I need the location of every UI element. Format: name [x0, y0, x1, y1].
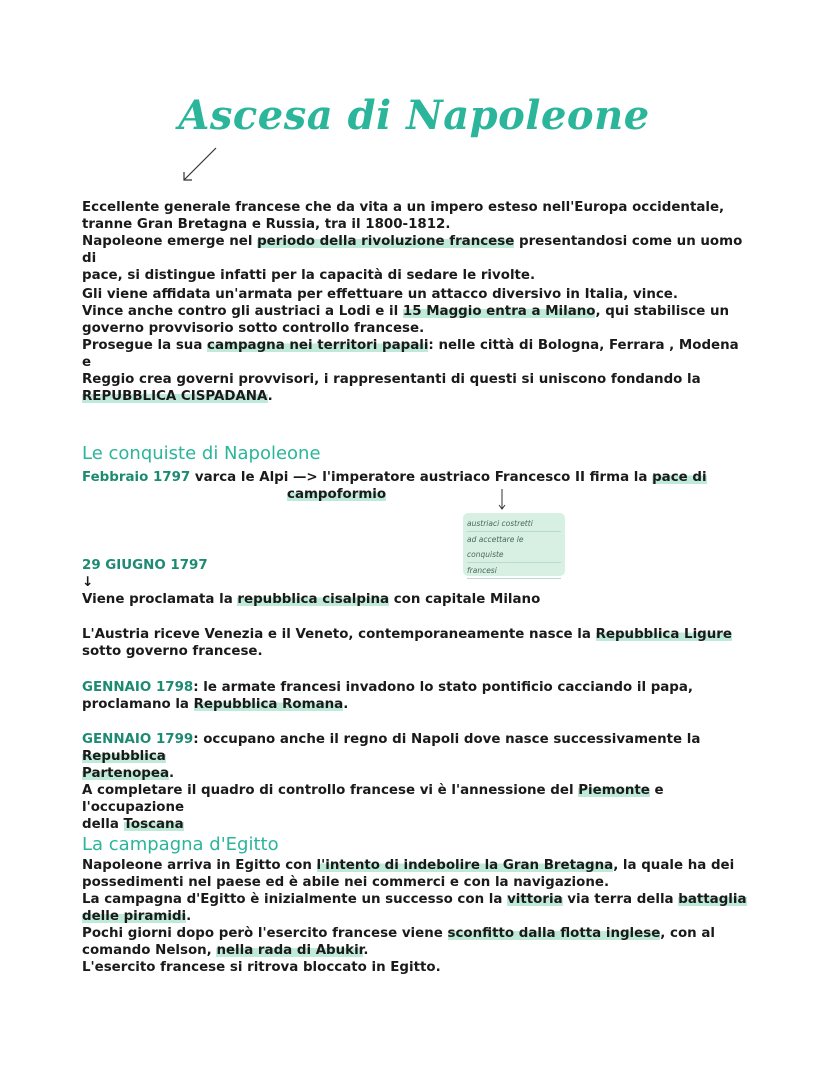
text-line: possedimenti nel paese ed è abile nei commerci e con la navigazione.: [82, 875, 610, 890]
text-line: Napoleone arriva in Egitto con: [82, 858, 317, 873]
febbraio-1797-entry: [82, 469, 752, 503]
text-line: .: [363, 943, 369, 958]
note-line: austriaci costretti: [467, 516, 561, 532]
text-line: .: [343, 697, 349, 712]
highlight: vittoria: [507, 892, 563, 907]
piemonte-entry: [82, 782, 752, 833]
text-line: presentandosi come un uomo di: [82, 234, 743, 266]
text-line: Napoleone emerge nel: [82, 234, 258, 249]
date-label: GENNAIO 1798: [82, 680, 194, 695]
text-line: con capitale Milano: [389, 592, 541, 607]
text-line: Reggio crea governi provvisori, i rappresentanti di questi si uniscono fondando la: [82, 372, 701, 387]
text-line: : occupano anche il regno di Napoli dove nasce successivamente la: [193, 732, 701, 747]
highlight: campagna nei territori papali: [207, 338, 429, 353]
text-line: , con al: [660, 926, 716, 941]
section-heading-conquiste: Le conquiste di Napoleone: [82, 443, 321, 464]
gennaio-1798-entry: [82, 679, 752, 713]
highlight: nella rada di Abukir: [216, 943, 364, 958]
text-line: tranne Gran Bretagna e Russia, tra il 1800-1812.: [82, 217, 451, 232]
page-title: Ascesa di Napoleone: [178, 92, 650, 139]
highlight: Repubblica Romana: [193, 697, 344, 712]
text-line: governo provvisorio sotto controllo francese.: [82, 321, 425, 336]
highlight: campoformio: [287, 487, 387, 502]
giugno-1797-entry: [82, 557, 752, 608]
text-line: proclamano la: [82, 697, 194, 712]
text-line: .: [267, 389, 273, 404]
highlight: sconfitto dalla flotta inglese: [447, 926, 661, 941]
austria-entry: [82, 626, 752, 660]
text-line: : nelle città di Bologna, Ferrara , Modena e: [82, 338, 739, 370]
highlight: delle piramidi: [82, 909, 187, 924]
arrow-down-left-icon: [176, 144, 222, 186]
highlight: Toscana: [123, 817, 184, 832]
highlight: 15 Maggio entra a Milano: [402, 304, 596, 319]
text-line: comando Nelson,: [82, 943, 217, 958]
intro-paragraph: [82, 199, 752, 284]
text-line: della: [82, 817, 124, 832]
egitto-paragraph: [82, 857, 752, 976]
text-line: e l'occupazione: [82, 783, 664, 815]
text-line: : le armate francesi invadono lo stato pontificio cacciando il papa,: [193, 680, 694, 695]
text-line: sotto governo francese.: [82, 644, 263, 659]
date-label: GENNAIO 1799: [82, 732, 194, 747]
highlight: Partenopea: [82, 766, 170, 781]
date-label: Febbraio 1797: [82, 470, 191, 485]
note-line: francesi: [467, 563, 561, 579]
text-line: La campagna d'Egitto è inizialmente un successo con la: [82, 892, 508, 907]
gennaio-1799-entry: [82, 731, 752, 782]
highlight: Piemonte: [578, 783, 650, 798]
highlight: REPUBBLICA CISPADANA: [82, 389, 268, 404]
note-line: ad accettare le conquiste: [467, 532, 561, 563]
highlight: repubblica cisalpina: [237, 592, 390, 607]
text-line: L'Austria riceve Venezia e il Veneto, contemporaneamente nasce la: [82, 627, 596, 642]
text-line: Viene proclamata la: [82, 592, 238, 607]
text-line: Pochi giorni dopo però l'esercito francese viene: [82, 926, 448, 941]
text-line: varca le Alpi —> l'imperatore austriaco Francesco II firma la: [190, 470, 653, 485]
date-label: 29 GIUGNO 1797: [82, 558, 208, 573]
text-line: Eccellente generale francese che da vita a un impero esteso nell'Europa occidentale,: [82, 200, 725, 215]
text-line: .: [169, 766, 175, 781]
text-line: , la quale ha dei: [613, 858, 735, 873]
arrow-down-icon: [496, 488, 508, 512]
highlight: l'intento di indebolire la Gran Bretagna: [316, 858, 614, 873]
text-line: Prosegue la sua: [82, 338, 208, 353]
second-paragraph: [82, 286, 752, 405]
highlight: pace di: [652, 470, 707, 485]
text-line: Vince anche contro gli austriaci a Lodi e il: [82, 304, 403, 319]
text-line: A completare il quadro di controllo francese vi è l'annessione del: [82, 783, 579, 798]
text-line: .: [186, 909, 192, 924]
highlight: periodo della rivoluzione francese: [257, 234, 515, 249]
text-line: L'esercito francese si ritrova bloccato in Egitto.: [82, 960, 441, 975]
highlight: Repubblica: [82, 749, 166, 764]
text-line: pace, si distingue infatti per la capacità di sedare le rivolte.: [82, 268, 536, 283]
section-heading-egitto: La campagna d'Egitto: [82, 834, 279, 855]
highlight: battaglia: [678, 892, 747, 907]
arrow-down-text: ↓: [82, 575, 94, 590]
highlight: Repubblica Ligure: [595, 627, 732, 642]
text-line: , qui stabilisce un: [595, 304, 730, 319]
text-line: via terra della: [562, 892, 679, 907]
text-line: Gli viene affidata un'armata per effettuare un attacco diversivo in Italia, vince.: [82, 287, 678, 302]
